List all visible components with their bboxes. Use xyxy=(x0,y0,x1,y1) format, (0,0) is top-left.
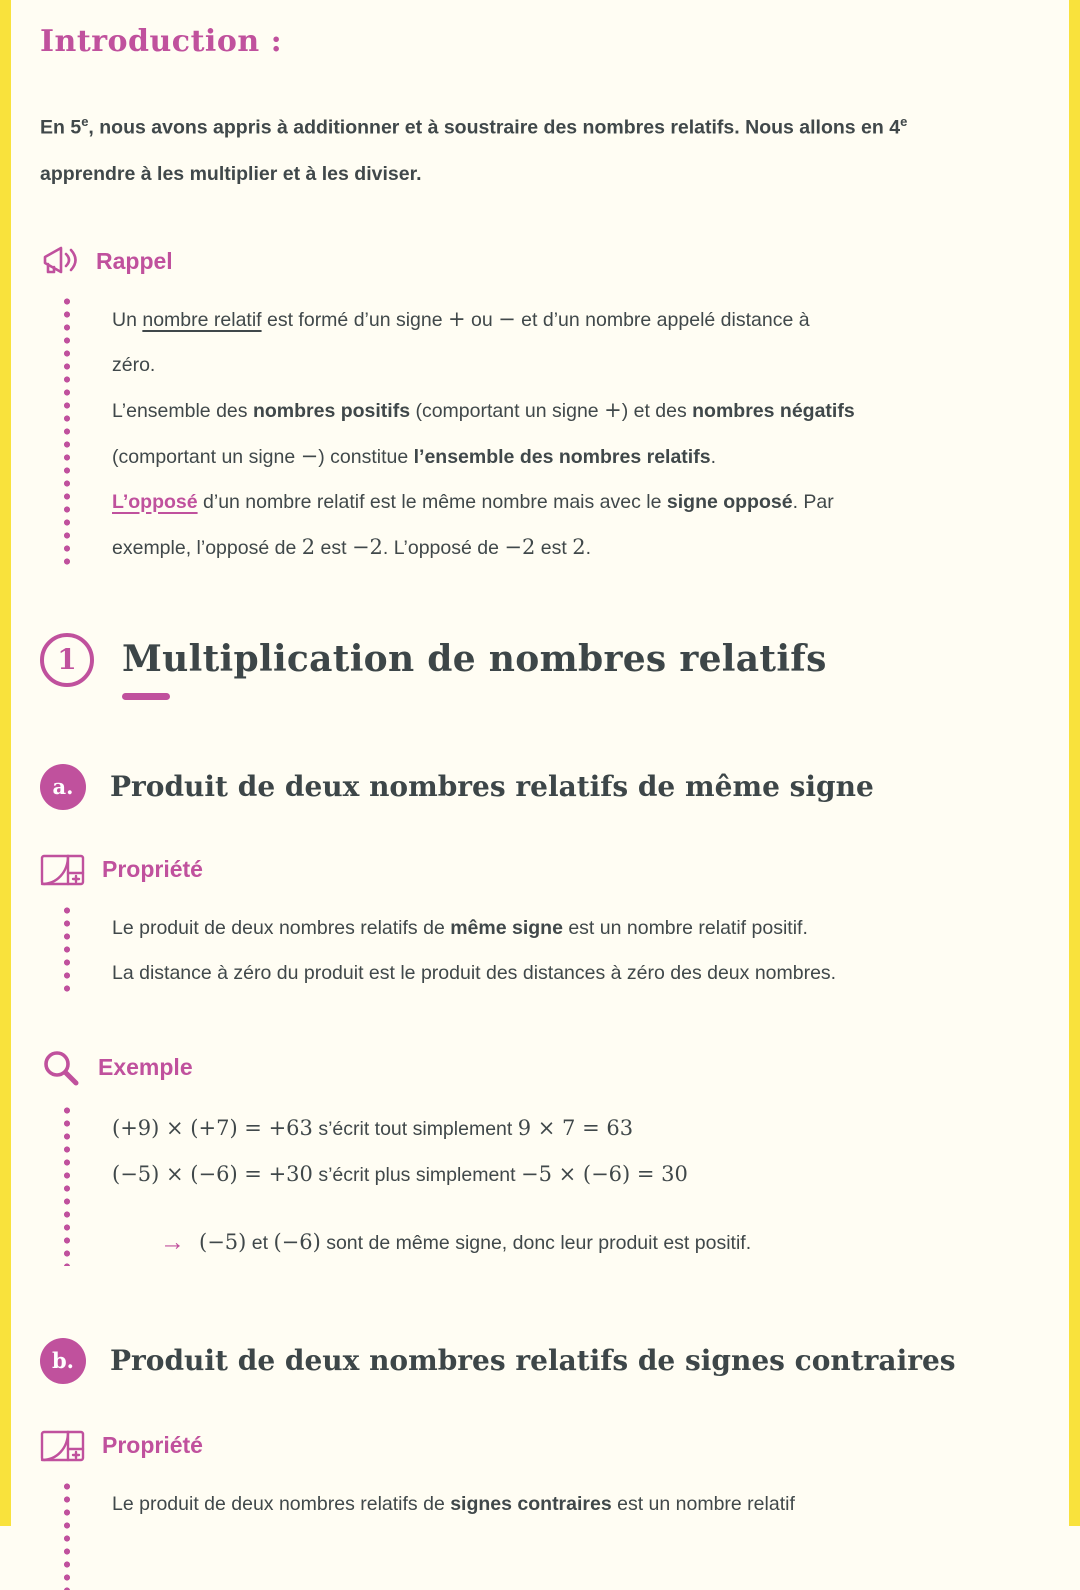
rappel-content xyxy=(112,295,855,571)
exemple-arrow-note xyxy=(160,1220,751,1266)
page-edge-left xyxy=(0,0,11,1526)
exemple-section xyxy=(40,1048,1040,1266)
propriete-b-header xyxy=(40,1428,1040,1464)
text-line xyxy=(112,525,855,571)
text-segment: est xyxy=(535,536,573,559)
intro-heading: Introduction : xyxy=(40,24,283,59)
section-title: Multiplication de nombres relatifs xyxy=(122,637,827,680)
text-segment: d’un nombre relatif est le même nombre mais avec le xyxy=(197,490,667,513)
golden-ratio-icon xyxy=(40,1428,86,1464)
text-line xyxy=(112,388,855,434)
intro-paragraph xyxy=(40,99,1040,197)
rappel-label: Rappel xyxy=(96,248,173,274)
dotted-rule xyxy=(64,1104,70,1266)
rappel-section xyxy=(40,245,1040,571)
text-segment: et d’un nombre appelé distance à xyxy=(515,308,810,331)
subsection-b-heading xyxy=(40,1338,1040,1384)
text-segment: ) constitue xyxy=(318,445,414,468)
subsection-a-badge: a. xyxy=(40,764,86,810)
text-segment: Le produit de deux nombres relatifs de xyxy=(112,1492,451,1515)
text-segment: (+9) × (+7) = +63 xyxy=(112,1115,313,1140)
text-segment: . Par xyxy=(792,490,834,513)
text-line xyxy=(112,1106,751,1152)
text-segment: La distance à zéro du produit est le produit des distances à zéro des deux nombres. xyxy=(112,961,837,984)
propriete-a-header xyxy=(40,852,1040,888)
text-segment: 9 × 7 = 63 xyxy=(517,1115,634,1140)
text-segment: (−5) xyxy=(199,1229,247,1254)
text-line xyxy=(112,1482,795,1527)
text-segment: − xyxy=(300,443,319,468)
text-segment: e xyxy=(900,114,908,129)
text-segment: sont de même signe, donc leur produit est positif. xyxy=(320,1231,752,1254)
text-line xyxy=(112,480,855,525)
text-segment: + xyxy=(604,397,622,422)
text-segment: apprendre à les multiplier et à les diviser. xyxy=(40,162,422,185)
text-line xyxy=(112,297,855,343)
text-segment: l’ensemble des nombres relatifs xyxy=(413,445,711,468)
exemple-lines xyxy=(112,1106,751,1198)
text-segment: −2 xyxy=(351,534,383,559)
inline-link[interactable]: nombre relatif xyxy=(142,308,262,331)
magnifier-icon xyxy=(40,1048,82,1088)
text-segment: ) et des xyxy=(621,399,693,422)
text-line xyxy=(112,343,855,388)
text-segment: En 5 xyxy=(40,116,82,139)
text-segment: ou xyxy=(465,308,499,331)
exemple-block xyxy=(40,1104,1040,1266)
text-line xyxy=(112,951,836,996)
text-segment: + xyxy=(448,306,466,331)
propriete-a-content xyxy=(112,904,836,996)
text-segment: est un nombre relatif xyxy=(611,1492,795,1515)
dotted-rule xyxy=(64,1480,70,1590)
exemple-header xyxy=(40,1048,1040,1088)
text-segment: , nous avons appris à additionner et à soustraire des nombres relatifs. Nous allons en 4 xyxy=(88,116,901,139)
propriete-b-label: Propriété xyxy=(102,1432,203,1458)
subsection-a-heading xyxy=(40,764,1040,810)
text-segment: est formé d’un signe xyxy=(261,308,449,331)
exemple-label: Exemple xyxy=(98,1054,193,1080)
text-segment: nombres négatifs xyxy=(692,399,855,422)
inline-link[interactable]: L’opposé xyxy=(112,490,198,513)
text-segment: 2 xyxy=(572,534,586,559)
text-line xyxy=(40,99,1040,151)
megaphone-icon xyxy=(40,245,80,279)
exemple-content xyxy=(112,1104,751,1266)
propriete-a-block xyxy=(40,904,1040,996)
subsection-a-title: Produit de deux nombres relatifs de même signe xyxy=(110,770,874,803)
text-segment: signes contraires xyxy=(450,1492,612,1515)
text-segment: Le produit de deux nombres relatifs de xyxy=(112,916,451,939)
section-title-wrap xyxy=(122,633,827,700)
dotted-rule xyxy=(64,295,70,571)
propriete-b-block xyxy=(40,1480,1040,1590)
text-segment: 2 xyxy=(301,534,316,559)
page-edge-right xyxy=(1069,0,1080,1526)
rappel-header xyxy=(40,245,1040,279)
text-line xyxy=(40,151,1040,197)
text-segment: . L’opposé de xyxy=(382,536,505,559)
section-number-badge: 1 xyxy=(40,633,94,687)
subsection-b-badge: b. xyxy=(40,1338,86,1384)
text-segment: s’écrit plus simplement xyxy=(312,1163,521,1186)
text-segment: − xyxy=(498,306,516,331)
propriete-b-content xyxy=(112,1480,795,1590)
text-segment: est xyxy=(315,536,352,559)
text-segment: exemple, l’opposé de xyxy=(112,536,302,559)
text-segment: e xyxy=(81,114,89,129)
title-underline xyxy=(122,693,170,700)
text-segment: zéro. xyxy=(112,353,156,376)
rappel-block xyxy=(40,295,1040,571)
propriete-b-section xyxy=(40,1428,1040,1590)
text-segment: Un xyxy=(112,308,143,331)
text-segment: . xyxy=(710,445,716,468)
text-segment: → xyxy=(160,1227,185,1256)
section-1-heading xyxy=(40,633,1040,700)
text-segment: L’ensemble des xyxy=(112,399,253,422)
propriete-a-section xyxy=(40,852,1040,996)
text-segment: (−6) xyxy=(273,1229,321,1254)
text-segment: . xyxy=(585,536,591,559)
propriete-a-label: Propriété xyxy=(102,856,203,882)
text-line xyxy=(112,434,855,480)
text-line xyxy=(112,906,836,951)
text-line xyxy=(112,1152,751,1198)
text-segment: (−5) × (−6) = +30 xyxy=(112,1161,313,1186)
text-segment: −2 xyxy=(504,534,536,559)
text-segment: −5 × (−6) = 30 xyxy=(520,1161,688,1186)
text-segment: (comportant un signe xyxy=(112,445,301,468)
text-segment: même signe xyxy=(450,916,563,939)
text-segment: nombres positifs xyxy=(252,399,411,422)
text-segment: est un nombre relatif positif. xyxy=(562,916,808,939)
text-segment: s’écrit tout simplement xyxy=(312,1117,518,1140)
dotted-rule xyxy=(64,904,70,996)
text-segment: (comportant un signe xyxy=(410,399,605,422)
subsection-b-title: Produit de deux nombres relatifs de signes contraires xyxy=(110,1344,956,1377)
golden-ratio-icon xyxy=(40,852,86,888)
text-segment: et xyxy=(246,1231,274,1254)
text-segment: signe opposé xyxy=(666,490,793,513)
